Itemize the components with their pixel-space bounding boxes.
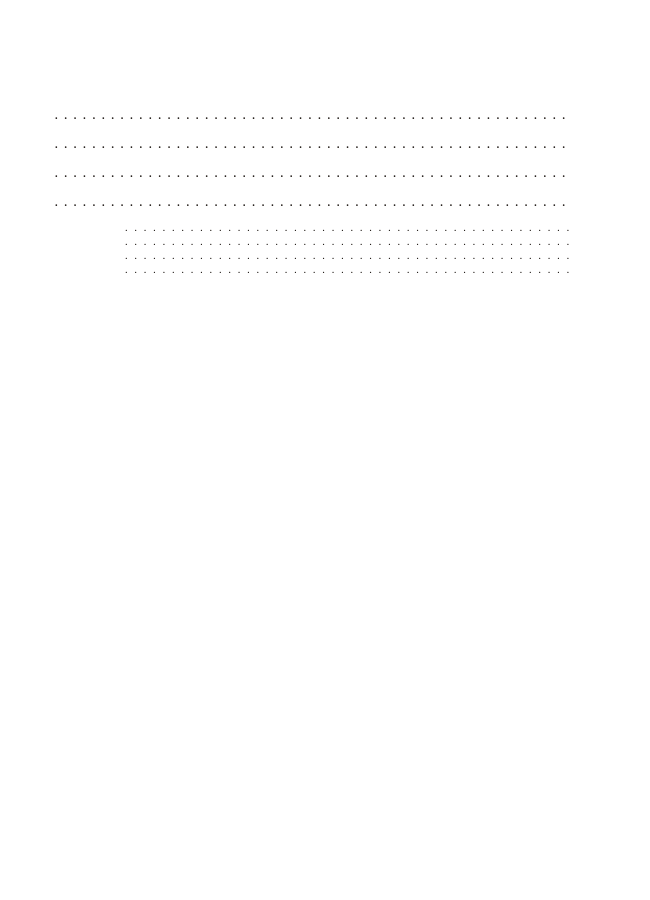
toc-section-heading[interactable] — [50, 111, 602, 125]
toc-entry-text-block — [120, 237, 573, 251]
toc-entry-list — [50, 96, 602, 279]
toc-entry-text-block — [120, 251, 573, 265]
toc-entry-line — [120, 237, 573, 251]
toc-entry-text-block — [50, 140, 573, 154]
toc-section-heading[interactable] — [50, 169, 602, 183]
toc-entry-text-block — [50, 169, 573, 183]
page-title — [0, 0, 650, 60]
toc-section-heading[interactable] — [50, 198, 602, 212]
toc-entry-text-block — [50, 111, 573, 125]
toc-entry-line — [120, 223, 573, 237]
dot-leader — [125, 264, 571, 278]
dot-leader — [125, 250, 571, 264]
dot-leader — [55, 197, 571, 211]
dot-leader — [125, 236, 571, 250]
toc-lesson-entry[interactable] — [50, 265, 602, 279]
toc-entry-line — [120, 251, 573, 265]
toc-entry-text-block — [120, 223, 573, 237]
toc-lesson-entry[interactable] — [50, 223, 602, 237]
dot-leader — [55, 110, 571, 124]
toc-entry-line — [50, 169, 573, 183]
dot-leader — [55, 168, 571, 182]
toc-section-heading[interactable] — [50, 140, 602, 154]
toc-entry-line — [50, 198, 573, 212]
dot-leader — [55, 139, 571, 153]
toc-lesson-entry[interactable] — [50, 251, 602, 265]
toc-entry-text-block — [50, 198, 573, 212]
toc-entry-text-block — [120, 265, 573, 279]
toc-lesson-entry[interactable] — [50, 237, 602, 251]
toc-entry-line — [50, 111, 573, 125]
toc-entry-line — [120, 265, 573, 279]
dot-leader — [125, 222, 571, 236]
toc-entry-line — [50, 140, 573, 154]
